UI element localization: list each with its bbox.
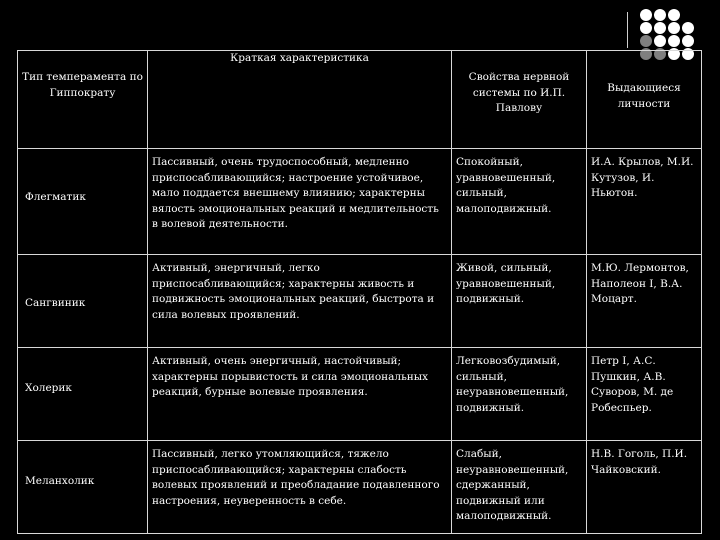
row-brief: Активный, энергичный, легко приспосабливающийся; характерны живость и подвижность эмоциональных реакций, быстрота и сила волевых проявлений. (148, 255, 452, 348)
table-row (18, 255, 702, 348)
header-people: Выдающиеся личности (587, 51, 702, 149)
decor-dot (640, 22, 652, 34)
decor-dot (640, 35, 652, 47)
row-people: М.Ю. Лермонтов, Наполеон I, В.А. Моцарт. (587, 255, 702, 348)
row-nervous: Живой, сильный, уравновешенный, подвижный. (452, 255, 587, 348)
decor-dot (654, 9, 666, 21)
table-row (18, 441, 702, 534)
row-name: Флегматик (18, 149, 148, 255)
decor-dot (682, 9, 694, 21)
row-people: И.А. Крылов, М.И. Кутузов, И. Ньютон. (587, 149, 702, 255)
decor-dot (668, 35, 680, 47)
row-brief: Активный, очень энергичный, настойчивый; характерны порывистость и сила эмоциональных реакций, бурные волевые проявления. (148, 348, 452, 441)
header-brief: Краткая характеристика (148, 51, 452, 149)
row-brief: Пассивный, очень трудоспособный, медленно приспосабливающийся; настроение устойчивое, мало поддается внешнему влиянию; характерны вялость эмоциональных реакций и медлительность в волевой деятельности. (148, 149, 452, 255)
row-nervous: Спокойный, уравновешенный, сильный, малоподвижный. (452, 149, 587, 255)
row-brief: Пассивный, легко утомляющийся, тяжело приспосабливающийся; характерны слабость волевых проявлений и преобладание подавленного настроения, неуверенность в себе. (148, 441, 452, 534)
decor-dot (654, 22, 666, 34)
decor-dot (668, 22, 680, 34)
header-type: Тип темперамента по Гиппократу (18, 51, 148, 149)
table-row (18, 149, 702, 255)
decor-dot (682, 22, 694, 34)
decor-vertical-line (627, 12, 628, 48)
row-name: Меланхолик (18, 441, 148, 534)
decor-dot (668, 9, 680, 21)
temperament-table (17, 50, 702, 534)
decor-dot (640, 9, 652, 21)
row-nervous: Легковозбудимый, сильный, неуравновешенный, подвижный. (452, 348, 587, 441)
row-people: Н.В. Гоголь, П.И. Чайковский. (587, 441, 702, 534)
table-row (18, 348, 702, 441)
decor-dot (654, 35, 666, 47)
row-name: Холерик (18, 348, 148, 441)
decor-dot (682, 35, 694, 47)
row-nervous: Слабый, неуравновешенный, сдержанный, подвижный или малоподвижный. (452, 441, 587, 534)
table-header-row (18, 51, 702, 149)
row-people: Петр I, А.С. Пушкин, А.В. Суворов, М. де Робеспьер. (587, 348, 702, 441)
header-nervous: Свойства нервной системы по И.П. Павлову (452, 51, 587, 149)
row-name: Сангвиник (18, 255, 148, 348)
